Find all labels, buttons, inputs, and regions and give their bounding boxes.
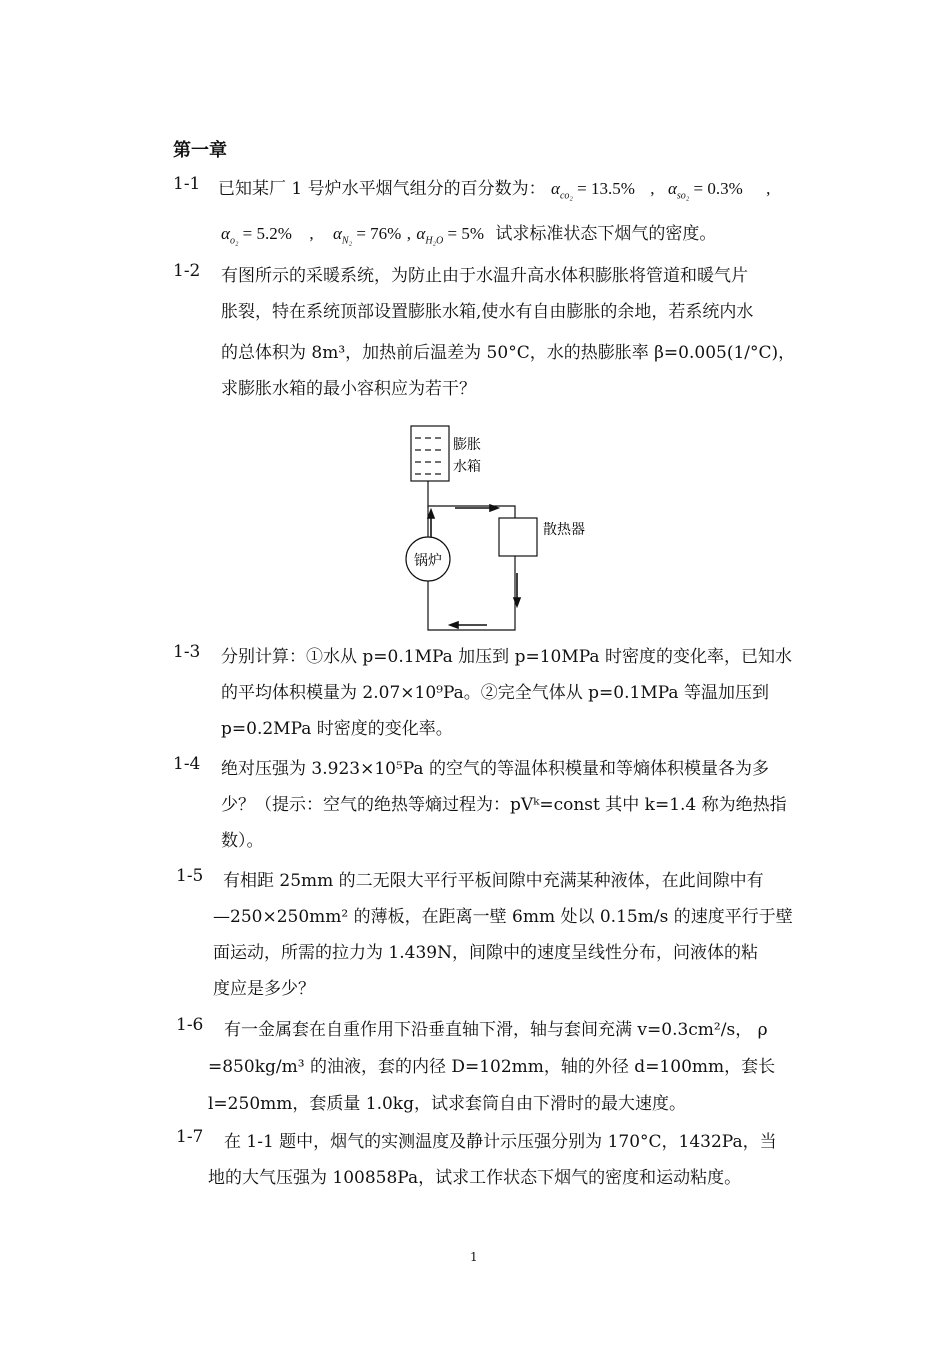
problem-1-4	[173, 754, 823, 854]
problem-number: 1-6	[176, 1015, 204, 1035]
problem-text: 胀裂，特在系统顶部设置膨胀水箱,使水有自由膨胀的余地，若系统内水	[221, 302, 754, 322]
page-number: 1	[470, 1250, 478, 1264]
problem-text: =850kg/m³ 的油液，套的内径 D=102mm，轴的外径 d=100mm，套长	[208, 1057, 776, 1077]
boiler-label: 锅炉	[414, 553, 442, 569]
tank-label-2: 水箱	[453, 459, 481, 475]
problem-text: 绝对压强为 3.923×10⁵Pa 的空气的等温体积模量和等熵体积模量各为多	[221, 759, 769, 779]
problem-text: 地的大气压强为 100858Pa，试求工作状态下烟气的密度和运动粘度。	[208, 1168, 742, 1188]
problem-text: 的平均体积模量为 2.07×10⁹Pa。②完全气体从 p=0.1MPa 等温加压到	[221, 683, 769, 703]
expansion-tank	[411, 426, 449, 481]
problem-text: 面运动，所需的拉力为 1.439N，间隙中的速度呈线性分布，问液体的粘	[213, 943, 758, 963]
radiator	[499, 518, 537, 556]
problem-number: 1-2	[173, 261, 201, 281]
problem-number: 1-7	[176, 1127, 204, 1147]
radiator-label: 散热器	[543, 522, 585, 538]
problem-number: 1-5	[176, 866, 204, 886]
formula-h2o: $\alpha_{H_2O} = 5\%$	[416, 224, 484, 247]
problem-text: —250×250mm² 的薄板，在距离一壁 6mm 处以 0.15m/s 的速度平行于壁	[213, 907, 793, 927]
problem-text: 试求标准状态下烟气的密度。	[495, 224, 717, 244]
problem-text: 已知某厂 1 号炉水平烟气组分的百分数为：	[218, 179, 546, 199]
formula-n2: $\alpha_{N_2} = 76\%$	[332, 224, 402, 247]
formula-so2: $\alpha_{so_2} = 0.3\%$	[667, 179, 743, 202]
problem-1-5	[176, 866, 826, 1006]
problem-text: 度应是多少？	[213, 979, 315, 999]
problem-1-7	[176, 1127, 826, 1197]
tank-water-lines	[415, 438, 441, 474]
heating-system-figure	[395, 418, 605, 633]
formula-co2: $\alpha_{co_2} = 13.5\%$	[551, 179, 635, 202]
chapter-title: 第一章	[173, 140, 227, 161]
problem-1-6	[176, 1015, 826, 1115]
problem-text: 求膨胀水箱的最小容积应为若干？	[221, 379, 476, 399]
problem-1-1: 1-1 已知某厂 1 号炉水平烟气组分的百分数为： $\alpha_{co_2} = 13.5\%$ , $\alpha_{so_2} = 0.3\%$ , $\alpha_{o_2} = 5.2\%$ , $\alpha_{N_2} = 76\%$ , $\alpha_{H_2O} = 5\%$ 试求标准状态下烟气的密度。	[173, 174, 771, 247]
problem-text: 的总体积为 8m³，加热前后温差为 50°C，水的热膨胀率 β=0.005(1/°C)，	[221, 343, 796, 363]
problem-text: 少？（提示：空气的绝热等熵过程为：pVᵏ=const 其中 k=1.4 称为绝热指	[221, 795, 787, 815]
problem-1-2	[173, 261, 823, 401]
problem-text: 数）。	[221, 831, 264, 851]
problem-text: l=250mm，套质量 1.0kg，试求套筒自由下滑时的最大速度。	[208, 1094, 686, 1114]
problem-text: 有图所示的采暖系统，为防止由于水温升高水体积膨胀将管道和暖气片	[221, 266, 748, 286]
tank-label-1: 膨胀	[453, 437, 481, 453]
problem-text: 有相距 25mm 的二无限大平行平板间隙中充满某种液体，在此间隙中有	[223, 871, 764, 891]
problem-number: 1-4	[173, 754, 201, 774]
problem-number: 1-3	[173, 642, 201, 662]
formula-o2: $\alpha_{o_2} = 5.2\%$	[221, 224, 292, 247]
problem-text: 分别计算：①水从 p=0.1MPa 加压到 p=10MPa 时密度的变化率，已知水	[221, 647, 792, 667]
problem-1-3	[173, 642, 823, 742]
problem-text: 在 1-1 题中，烟气的实测温度及静计示压强分别为 170°C，1432Pa，当	[224, 1132, 777, 1152]
problem-number: 1-1	[173, 174, 201, 194]
problem-text: 有一金属套在自重作用下沿垂直轴下滑，轴与套间充满 v=0.3cm²/s， ρ	[224, 1020, 768, 1040]
problem-text: p=0.2MPa 时密度的变化率。	[221, 719, 453, 739]
